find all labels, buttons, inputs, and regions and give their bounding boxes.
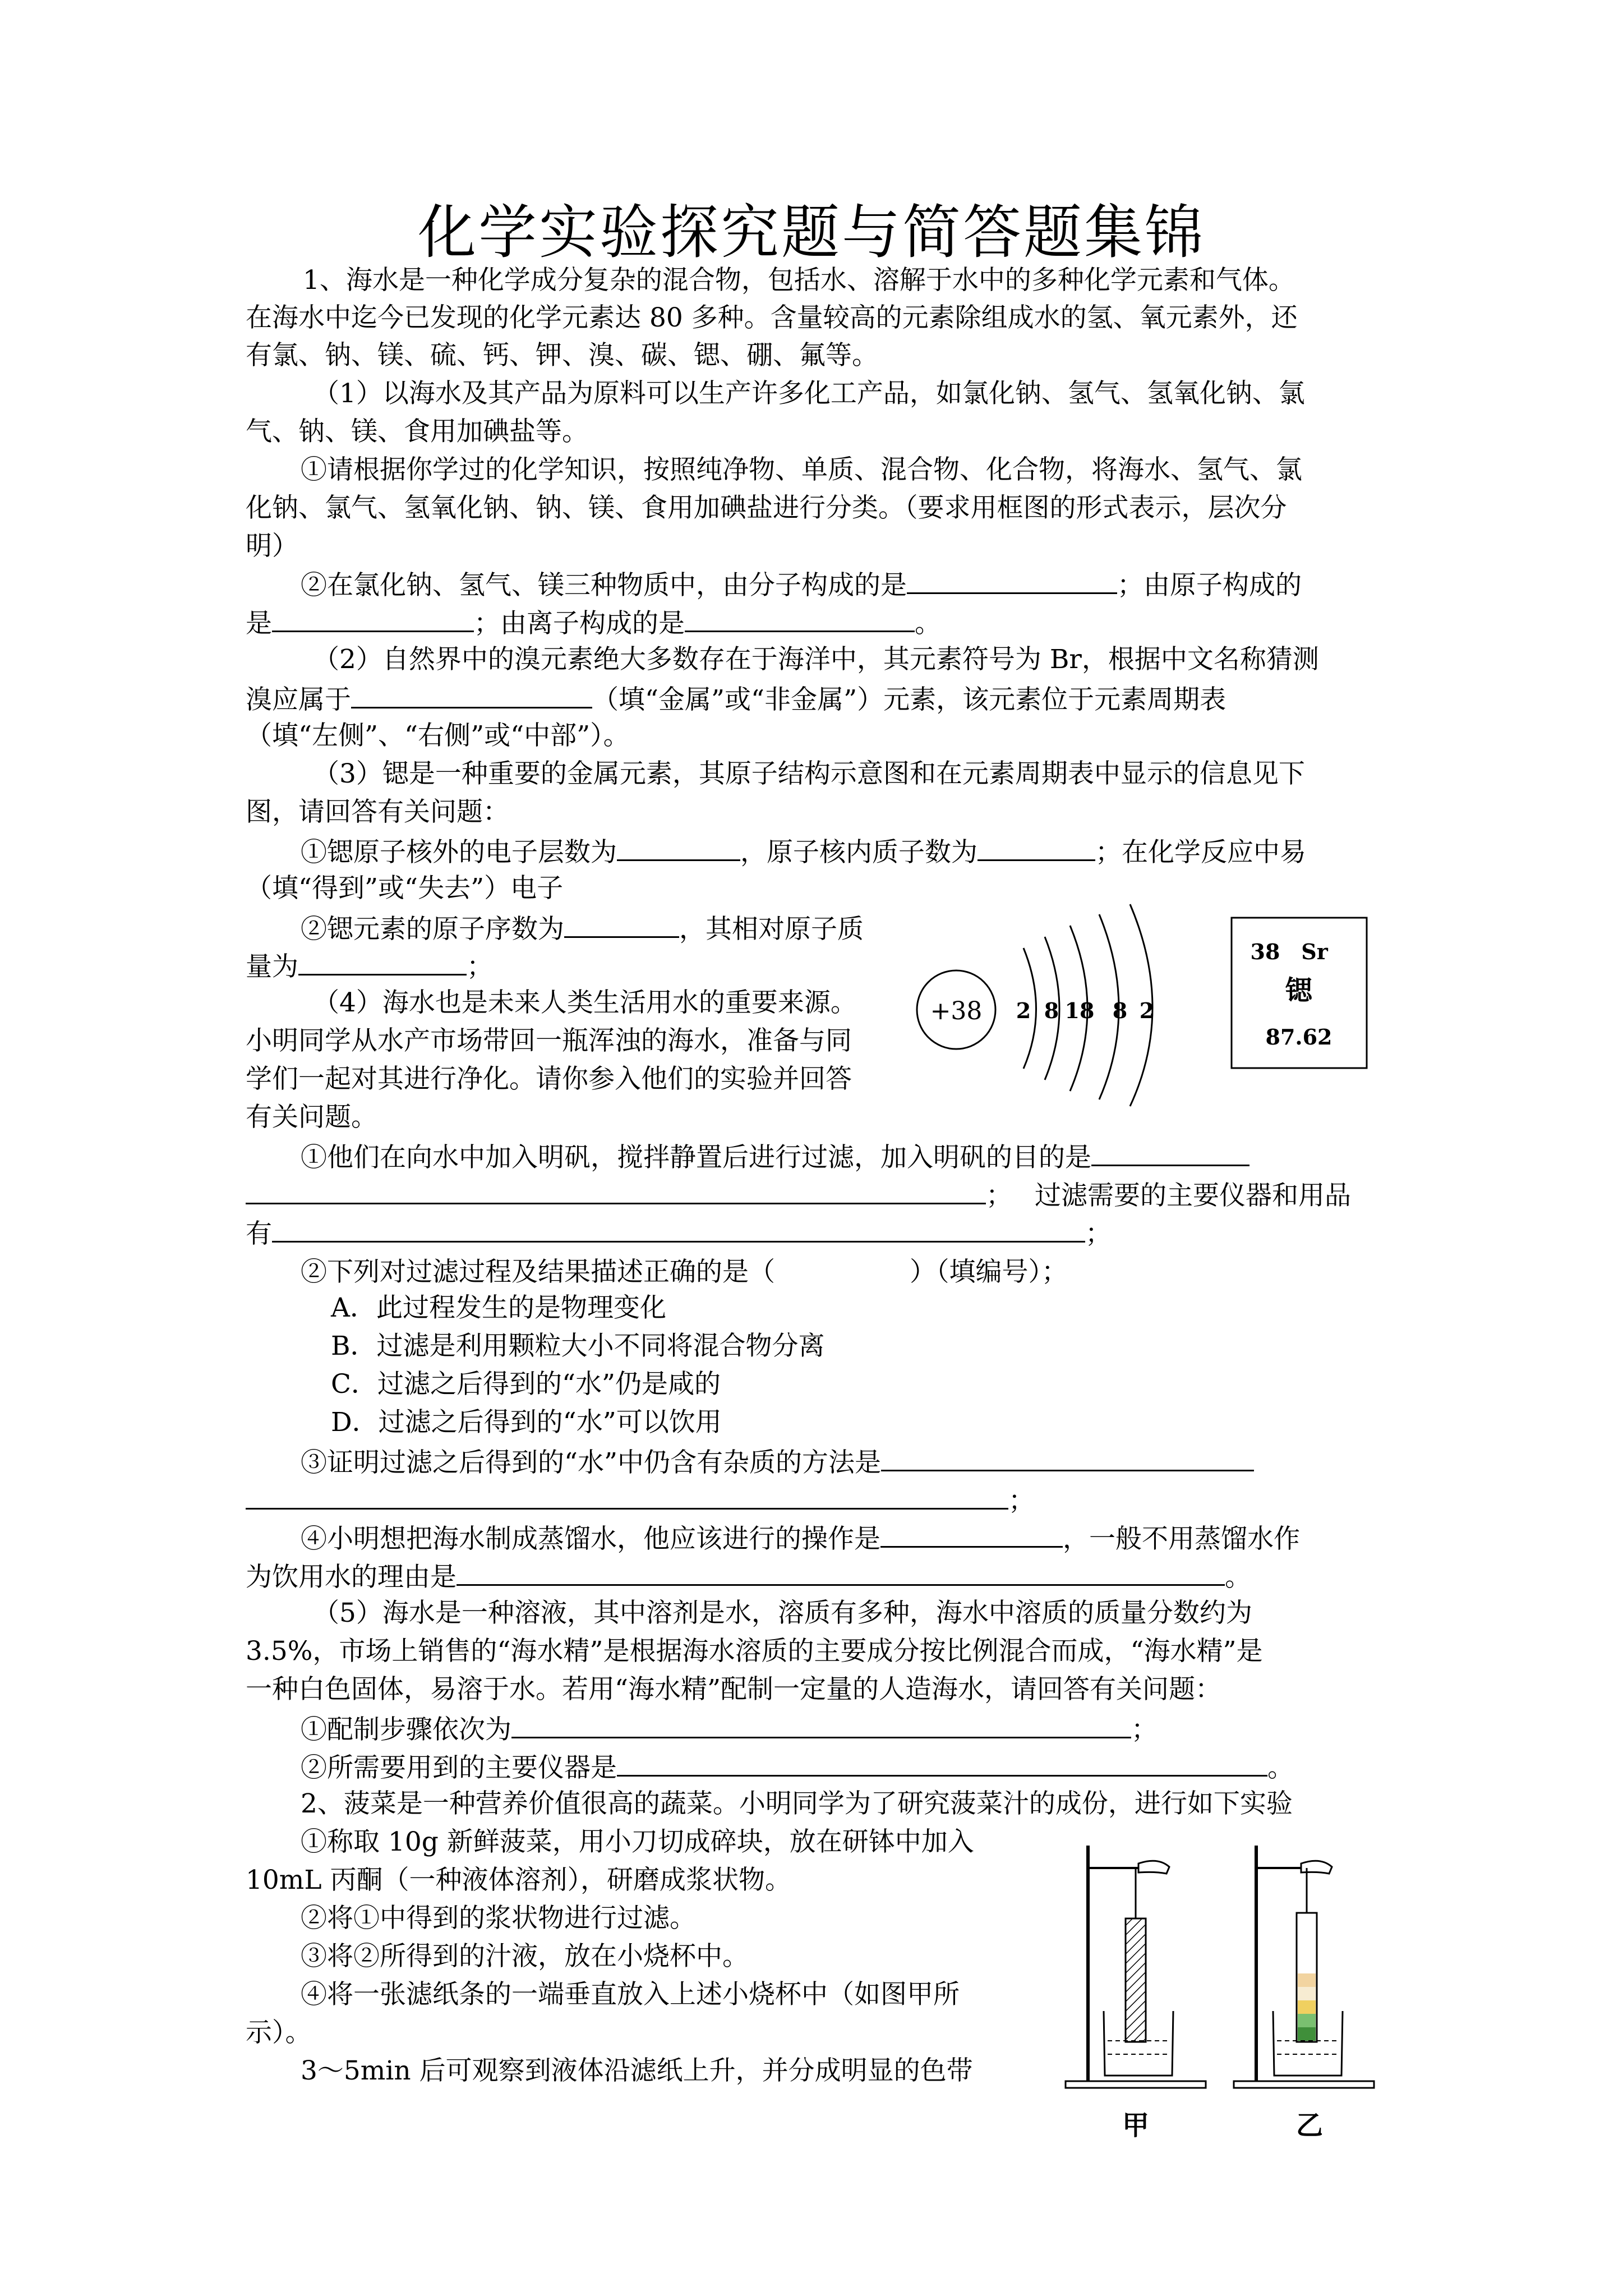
electron-count: 18: [1064, 998, 1095, 1023]
color-band: [1298, 1973, 1316, 1987]
question-line: [246, 1558, 1251, 1594]
question-line: [301, 1711, 1158, 1747]
text-line: ④将一张滤纸条的一端垂直放入上述小烧杯中（如图甲所: [301, 1979, 960, 2010]
text-line: 3～5min 后可观察到液体沿滤纸上升，并分成明显的色带: [301, 2055, 973, 2086]
question-line: [301, 1749, 1294, 1785]
question-line: [301, 834, 1306, 869]
text-segment: ；: [1085, 1218, 1112, 1249]
text-line: （填“左侧”、“右侧”或“中部”）。: [246, 720, 630, 751]
stand-base: [1234, 2081, 1374, 2088]
atomic-structure-diagram: [911, 898, 1225, 1111]
text-line: （1）以海水及其产品为原料可以生产许多化工产品，如氯化钠、氢气、氢氧化钠、氯: [313, 378, 1305, 409]
text-line: 气、钠、镁、食用加碘盐等。: [246, 416, 588, 447]
question-line: [301, 910, 864, 946]
question-line: [246, 948, 493, 984]
color-band: [1298, 1987, 1316, 2000]
electron-count: 8: [1112, 998, 1128, 1023]
answer-blank[interactable]: [1091, 1139, 1249, 1166]
text-segment: 溴应属于: [246, 684, 351, 715]
text-segment: 。: [1225, 1562, 1251, 1593]
option-a: A．此过程发生的是物理变化: [331, 1292, 666, 1323]
answer-blank[interactable]: [617, 834, 740, 861]
text-line: 一种白色固体，易溶于水。若用“海水精”配制一定量的人造海水，请回答有关问题：: [246, 1674, 1222, 1705]
text-line: ①请根据你学过的化学知识，按照纯净物、单质、混合物、化合物，将海水、氢气、氯: [301, 454, 1302, 485]
text-segment: ④小明想把海水制成蒸馏水，他应该进行的操作是: [301, 1524, 880, 1554]
clamp-hand: [1138, 1861, 1169, 1874]
question-line: [301, 1253, 1068, 1289]
text-segment: ①锶原子核外的电子层数为: [301, 837, 617, 868]
answer-blank[interactable]: [907, 567, 1117, 594]
text-segment: ①配制步骤依次为: [301, 1714, 511, 1745]
text-line: 学们一起对其进行净化。请你参入他们的实验并回答: [246, 1064, 852, 1094]
text-segment: ）（填编号）；: [910, 1257, 1068, 1287]
text-line: 图，请回答有关问题：: [246, 797, 509, 827]
element-symbol: Sr: [1301, 939, 1328, 964]
text-segment: 为饮用水的理由是: [246, 1562, 457, 1593]
text-line: 有关问题。: [246, 1102, 377, 1133]
text-segment: 量为: [246, 951, 298, 982]
electron-count: 2: [1016, 998, 1031, 1023]
text-segment: ，原子核内质子数为: [740, 837, 978, 868]
filter-paper-strip: [1126, 1918, 1146, 2042]
answer-blank[interactable]: [617, 1749, 1267, 1777]
answer-blank[interactable]: [272, 1215, 1085, 1243]
question-line: [301, 1444, 1254, 1480]
text-segment: 有: [246, 1218, 272, 1249]
answer-blank[interactable]: [351, 681, 592, 708]
answer-blank[interactable]: [457, 1558, 1225, 1586]
text-segment: ；在化学反应中易: [1095, 837, 1306, 868]
text-line: 化钠、氯气、氢氧化钠、钠、镁、食用加碘盐进行分类。（要求用框图的形式表示，层次分: [246, 493, 1287, 523]
answer-blank[interactable]: [246, 1177, 986, 1204]
text-line: （2）自然界中的溴元素绝大多数存在于海洋中，其元素符号为 Br，根据中文名称猜测: [313, 644, 1319, 675]
text-line: 1、海水是一种化学成分复杂的混合物，包括水、溶解于水中的多种化学元素和气体。: [303, 265, 1295, 296]
text-line: （5）海水是一种溶液，其中溶剂是水，溶质有多种，海水中溶质的质量分数约为: [313, 1598, 1252, 1628]
answer-blank[interactable]: [511, 1711, 1131, 1738]
electron-count: 8: [1044, 998, 1059, 1023]
periodic-table-cell: [1230, 917, 1368, 1069]
option-b: B．过滤是利用颗粒大小不同将混合物分离: [331, 1331, 825, 1361]
text-segment: ②锶元素的原子序数为: [301, 914, 564, 945]
text-line: 小明同学从水产市场带回一瓶浑浊的海水，准备与同: [246, 1025, 852, 1056]
text-line: （3）锶是一种重要的金属元素，其原子结构示意图和在元素周期表中显示的信息见下: [313, 758, 1305, 789]
question-line: [246, 1215, 1112, 1251]
text-line: ③将②所得到的汁液，放在小烧杯中。: [301, 1941, 749, 1972]
text-segment: ②下列对过滤过程及结果描述正确的是（: [301, 1257, 775, 1287]
stand-base: [1066, 2081, 1206, 2088]
text-line: 示）。: [246, 2017, 312, 2048]
nucleus-charge: +38: [930, 997, 983, 1025]
answer-blank[interactable]: [775, 1253, 910, 1281]
answer-blank[interactable]: [685, 605, 915, 632]
question-line: [246, 681, 1226, 717]
text-segment: ；: [986, 1180, 1012, 1211]
text-line: 3.5%，市场上销售的“海水精”是根据海水溶质的主要成分按比例混合而成，“海水精”是: [246, 1636, 1263, 1667]
answer-blank[interactable]: [880, 1520, 1063, 1548]
color-band: [1298, 2027, 1316, 2041]
answer-blank[interactable]: [978, 834, 1095, 861]
text-segment: ，一般不用蒸馏水作: [1063, 1524, 1300, 1554]
text-segment: ；: [1008, 1485, 1035, 1516]
answer-blank[interactable]: [564, 910, 679, 938]
text-segment: 。: [1267, 1752, 1294, 1783]
text-line: 明）: [246, 531, 298, 562]
question-line: [246, 1177, 1351, 1213]
question-line: [301, 567, 1302, 602]
text-segment: ，其相对原子质: [679, 914, 864, 945]
text-segment: ；由原子构成的: [1117, 570, 1302, 601]
text-segment: ③证明过滤之后得到的“水”中仍含有杂质的方法是: [301, 1447, 882, 1478]
option-d: D．过滤之后得到的“水”可以饮用: [331, 1407, 722, 1438]
text-segment: ；: [467, 951, 493, 982]
text-line: 10mL 丙酮（一种液体溶剂），研磨成浆状物。: [246, 1865, 792, 1895]
text-line: （4）海水也是未来人类生活用水的重要来源。: [313, 987, 857, 1018]
page-title: 化学实验探究题与简答题集锦: [417, 198, 1205, 266]
text-line: ②将①中得到的浆状物进行过滤。: [301, 1903, 696, 1934]
question-line: [301, 1520, 1300, 1556]
apparatus-b: [1234, 1846, 1374, 2088]
color-bands: [1298, 1973, 1316, 2041]
text-segment: 过滤需要的主要仪器和用品: [1035, 1180, 1351, 1211]
color-band: [1298, 2000, 1316, 2014]
text-segment: （填“金属”或“非金属”）元素，该元素位于元素周期表: [592, 684, 1227, 715]
text-segment: ②所需要用到的主要仪器是: [301, 1752, 617, 1783]
text-line: 在海水中迄今已发现的化学元素达 80 多种。含量较高的元素除组成水的氢、氧元素外，还: [246, 302, 1298, 333]
answer-blank[interactable]: [272, 605, 474, 632]
figure-label-a: 甲: [1122, 2110, 1150, 2141]
question-line: [301, 1139, 1249, 1175]
text-line: ①称取 10g 新鲜菠菜，用小刀切成碎块，放在研钵中加入: [301, 1826, 974, 1857]
answer-blank[interactable]: [298, 948, 467, 976]
text-segment: ①他们在向水中加入明矾，搅拌静置后进行过滤，加入明矾的目的是: [301, 1142, 1091, 1173]
apparatus-a: [1066, 1846, 1206, 2088]
text-segment: 是: [246, 608, 272, 639]
text-segment: ②在氯化钠、氢气、镁三种物质中，由分子构成的是: [301, 570, 907, 601]
electron-count: 2: [1139, 998, 1155, 1023]
answer-blank[interactable]: [246, 1482, 1008, 1510]
answer-blank[interactable]: [881, 1444, 1254, 1471]
chromatography-apparatus: [1054, 1834, 1391, 2143]
clamp-hand: [1301, 1861, 1332, 1874]
text-segment: ；由离子构成的是: [474, 608, 685, 639]
figure-label-b: 乙: [1295, 2110, 1324, 2141]
element-name: 锶: [1285, 975, 1313, 1006]
atomic-number: 38: [1250, 939, 1280, 964]
text-segment: ；: [1131, 1714, 1158, 1745]
question-line: [246, 605, 941, 641]
option-c: C．过滤之后得到的“水”仍是咸的: [331, 1369, 721, 1400]
text-line: 有氯、钠、镁、硫、钙、钾、溴、碳、锶、硼、氟等。: [246, 340, 878, 371]
color-band: [1298, 2014, 1316, 2027]
relative-atomic-mass: 87.62: [1265, 1024, 1332, 1050]
text-line: （填“得到”或“失去”）电子: [246, 873, 564, 904]
text-segment: 。: [915, 608, 941, 639]
question-line: [246, 1482, 1035, 1518]
text-line: 2、菠菜是一种营养价值很高的蔬菜。小明同学为了研究菠菜汁的成份，进行如下实验: [301, 1788, 1293, 1819]
